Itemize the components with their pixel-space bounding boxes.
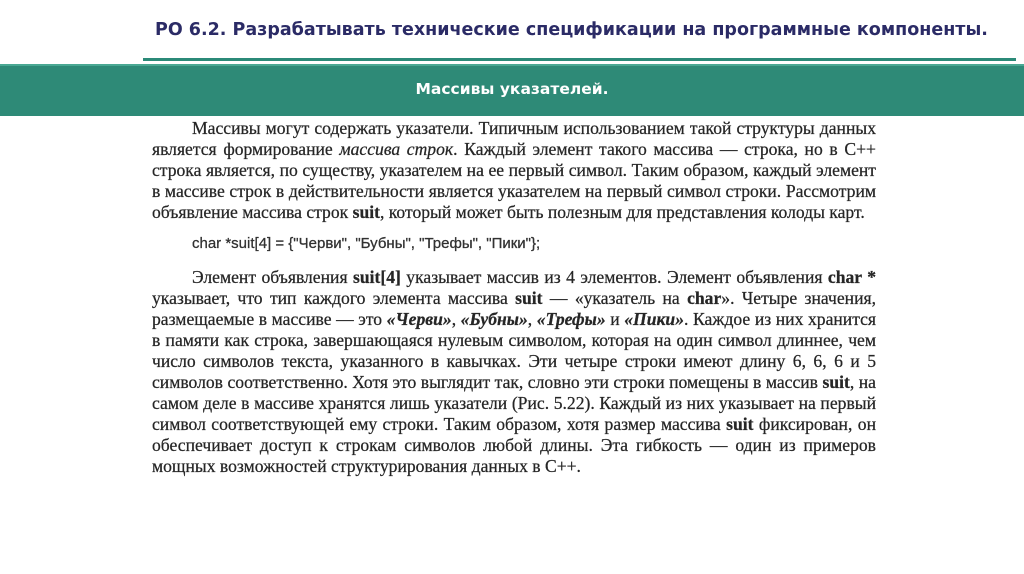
text-run: Элемент объявления [192, 266, 353, 287]
document-body [152, 118, 876, 478]
text-run: , на самом деле в массиве хранятся лишь указатели (Рис. 5.22). Каждый из них указывает на первый символ соответствующей ему строки. Таким образом, хотя размер массива [152, 372, 876, 435]
string-literal: «Бубны» [460, 308, 528, 329]
code-term: suit [822, 372, 850, 393]
text-run: указывает, что тип каждого элемента массива [152, 287, 516, 308]
section-title: Массивы указателей. [415, 80, 609, 98]
code-term: suit [726, 414, 754, 435]
text-run: ». Четыре значения, размещаемые в массиве — это [152, 287, 876, 329]
code-example: char *suit[4] = {"Черви", "Бубны", "Трефы", "Пики"}; [192, 235, 541, 253]
text-run: фиксирован, он обеспечивает доступ к строкам символов любой длины. Эта гибкость — один из примеров мощных возможностей структурирования данных в C++. [152, 414, 876, 477]
code-term: suit [352, 202, 380, 223]
string-literal: «Черви» [386, 308, 452, 329]
code-term: char [687, 287, 722, 308]
section-band [0, 64, 1024, 116]
text-run: , который может быть полезным для представления колоды карт. [379, 202, 865, 223]
title-divider [143, 58, 1016, 61]
code-term: suit[4] [352, 266, 401, 287]
code-term: suit [515, 287, 543, 308]
text-run: , [451, 308, 461, 329]
text-run: . Каждый элемент такого массива — строка, но в C++ строка является, по существу, указателем на ее первый символ. Таким образом, каждый элемент в массиве строк в действительности является указателем на первый символ строки. Рассмотрим объявление массива строк [152, 139, 876, 223]
text-run: и [605, 308, 625, 329]
string-literal: «Пики» [624, 308, 685, 329]
text-run: , [527, 308, 537, 329]
paragraph-explanation [152, 267, 876, 478]
emphasis-term: массива строк [339, 139, 454, 160]
slide-title: РО 6.2. Разрабатывать технические спецификации на программные компоненты. [155, 20, 988, 40]
text-run: указывает массив из 4 элементов. Элемент объявления [400, 266, 828, 287]
text-run: . Каждое из них хранится в памяти как строка, завершающаяся нулевым символом, которая на один символ длиннее, чем число символов текста, указанного в кавычках. Эти четыре строки имеют длину 6, 6, 6 и 5 символов соответственно. Хотя это выглядит так, словно эти строки помещены в массив [152, 308, 877, 393]
code-term: char * [827, 266, 877, 287]
paragraph-intro [152, 118, 876, 223]
text-run: Массивы могут содержать указатели. Типичным использованием такой структуры данных является формирование [152, 118, 876, 160]
string-literal: «Трефы» [536, 308, 606, 329]
text-run: — «указатель на [542, 287, 688, 308]
